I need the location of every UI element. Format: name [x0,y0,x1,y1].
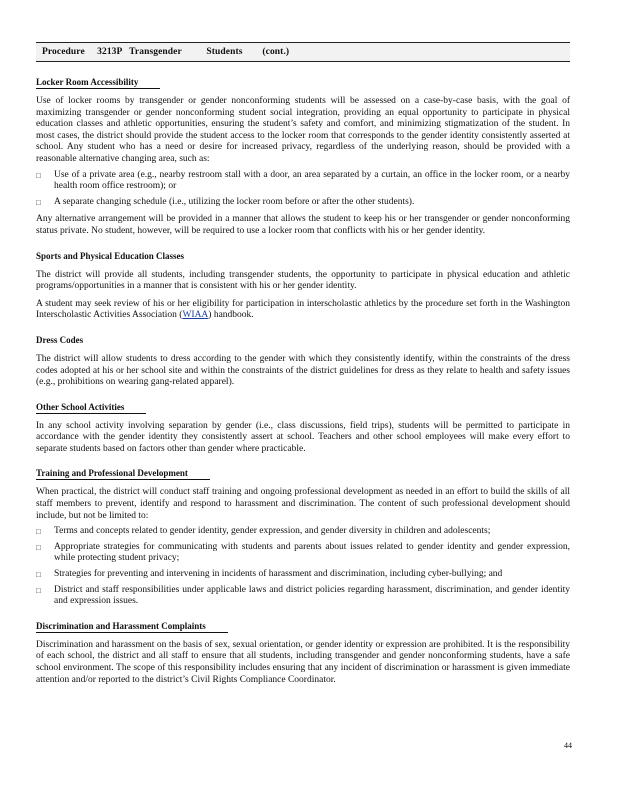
paragraph: The district will provide all students, including transgender students, the opportunity to participate in physical education and athletic programs/opportunities in a manner that is consistent with his or her gender identity. [36,269,570,292]
text-segment: ) handbook. [208,310,254,321]
bullet-icon: □ [36,197,41,207]
bullet-icon: □ [36,527,41,537]
procedure-title: Procedure 3213P Transgender Students (cont.) [42,47,290,57]
section-heading: Discrimination and Harassment Complaints [36,621,228,633]
section-complaints [36,616,570,686]
document-page [36,42,570,686]
list-item-text: Appropriate strategies for communicating with students and parents about issues related to gender identity and gender expression, while protecting student privacy; [54,541,570,564]
section-locker-room [36,72,570,238]
page-number: 44 [564,741,572,750]
section-heading: Sports and Physical Education Classes [36,250,185,261]
list-item [36,197,570,209]
section-dress-codes [36,330,570,389]
section-heading: Locker Room Accessibility [36,77,160,89]
list-item [36,585,570,608]
list-item-text: A separate changing schedule (i.e., utilizing the locker room before or after the other students). [54,196,415,207]
paragraph: Any alternative arrangement will be provided in a manner that allows the student to keep his or her transgender or gender nonconforming status private. No student, however, will be required to use a locker room that conflicts with his or her gender identity. [36,214,570,236]
list-item [36,542,570,565]
list-item-text: Use of a private area (e.g., nearby restroom stall with a door, an area separated by a curtain, an office in the locker room, or a nearby health room office restroom); or [54,169,570,192]
list-item [36,569,570,581]
bullet-icon: □ [36,170,41,180]
wiaa-link[interactable]: WIAA [182,310,209,321]
bullet-list [36,170,570,209]
procedure-header [36,42,570,62]
bullet-list [36,526,570,608]
section-other-activities [36,397,570,456]
section-training [36,463,570,607]
list-item [36,526,570,538]
bullet-icon: □ [36,542,41,552]
bullet-icon: □ [36,570,41,580]
paragraph-wiaa [36,299,570,322]
section-heading: Training and Professional Development [36,468,210,480]
paragraph: Discrimination and harassment on the basis of sex, sexual orientation, or gender identity or expression are prohibited. It is the responsibility of each school, the district and all staff to ensure that all students, including transgender and gender nonconforming students, have a safe school environment. The scope of this responsibility includes ensuring that any incident of discrimination or harassment is given immediate attention and/or reported to the district’s Civil Rights Compliance Coordinator. [36,639,570,685]
paragraph: In any school activity involving separation by gender (i.e., class discussions, field trips), students will be permitted to participate in accordance with the gender identity they consistently assert at school. Teachers and other school employees will make every effort to separate students based on factors other than gender where practicable. [36,420,570,454]
list-item-text: Terms and concepts related to gender identity, gender expression, and gender diversity in children and adolescents; [54,526,491,537]
paragraph: When practical, the district will conduct staff training and ongoing professional development as needed in an effort to build the skills of all staff members to prevent, identify and respond to harassment and discrimination. The content of such professional development should include, but not be limited to: [36,487,570,521]
section-heading: Dress Codes [36,334,84,345]
list-item-text: Strategies for preventing and intervening in incidents of harassment and discrimination, including cyber-bullying; and [54,569,503,580]
list-item-text: District and staff responsibilities under applicable laws and district policies regarding harassment, discrimination, and gender identity and expression issues. [54,584,570,607]
text-segment: A student may seek review of his or her eligibility for participation in interscholastic athletics by the procedure set forth in the Washington Interscholastic Activities Association ( [36,298,570,321]
list-item [36,170,570,193]
paragraph: The district will allow students to dress according to the gender with which they consistently identify, within the constraints of the dress codes adopted at his or her school site and within the constraints of the district guidelines for dress as they relate to health and safety issues (e.g., prohibitions on wearing gang-related apparel). [36,353,570,388]
section-sports [36,246,570,322]
section-heading: Other School Activities [36,402,146,414]
paragraph: Use of locker rooms by transgender or gender nonconforming students will be assessed on a case-by-case basis, with the goal of maximizing transgender or gender nonconforming student social integration, providing an equal opportunity to participate in physical education classes and athletic opportunities, ensuring the student’s safety and comfort, and minimizing stigmatization of the student. In most cases, the district should provide the student access to the locker room that corresponds to the gender identity consistently asserted at school. Any student who has a need or desire for increased privacy, regardless of the underlying reason, should be provided with a reasonable alternative changing area, such as: [36,96,570,164]
bullet-icon: □ [36,585,41,595]
